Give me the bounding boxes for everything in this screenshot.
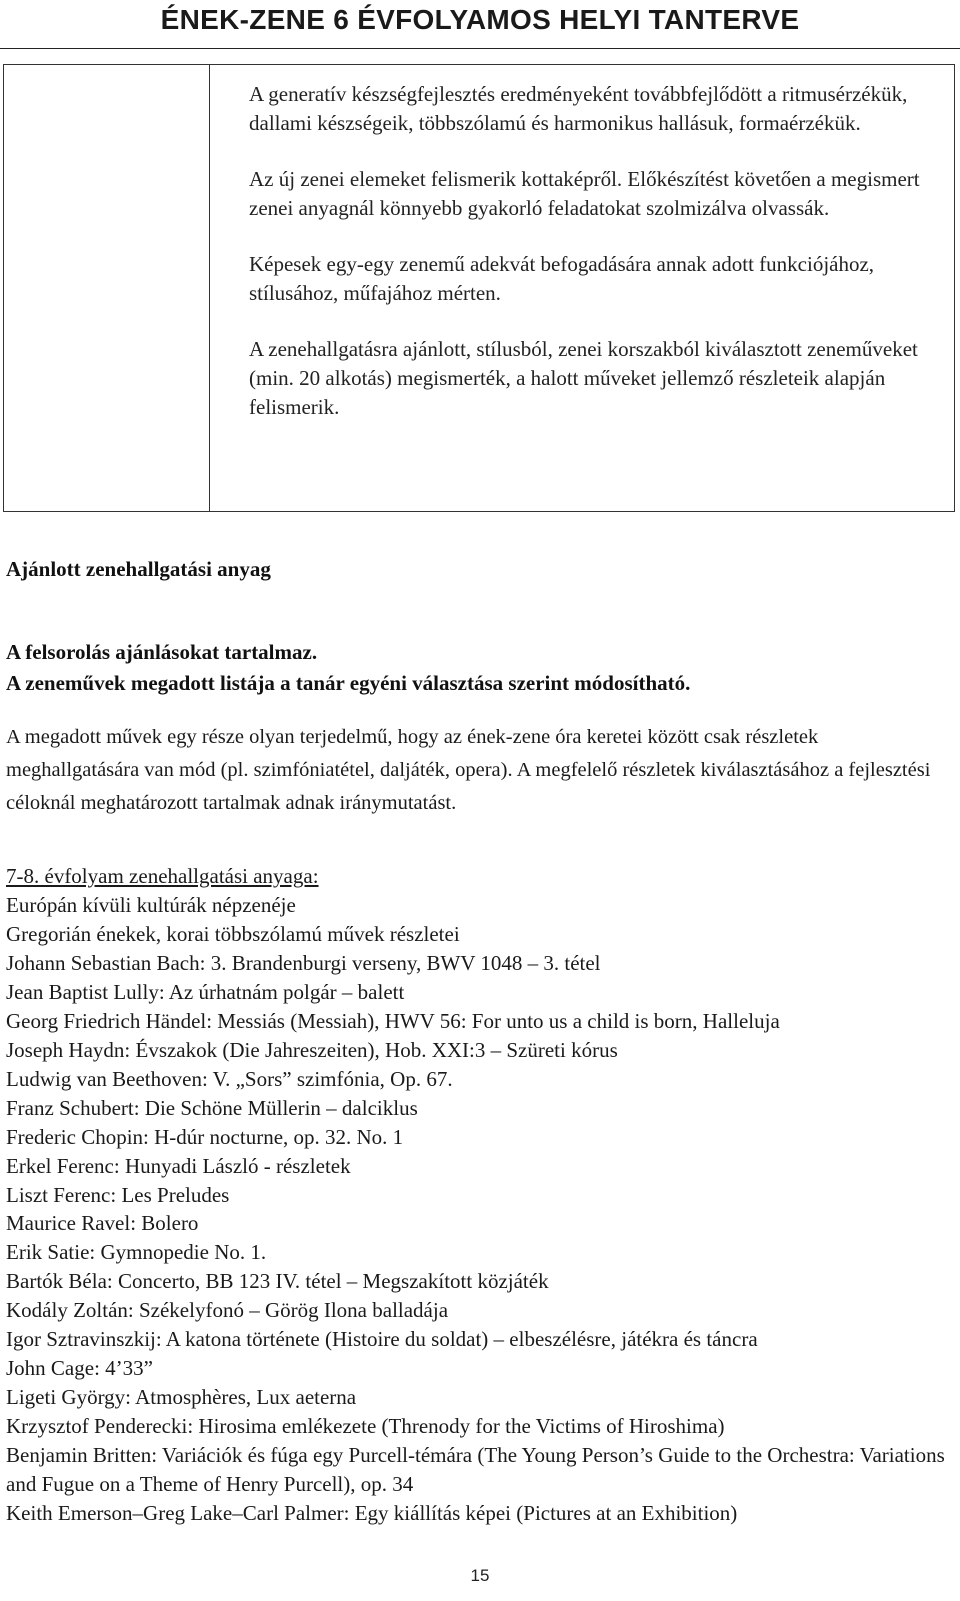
list-item: Bartók Béla: Concerto, BB 123 IV. tétel – Megszakított közjáték (6, 1269, 549, 1294)
outcomes-table (3, 64, 955, 512)
list-item: Benjamin Britten: Variációk és fúga egy Purcell-témára (The Young Person’s Guide to the Orchestra: Variations and Fugue on a Theme of Henry Purcell), op. 34 (6, 1443, 945, 1497)
list-item: Joseph Haydn: Évszakok (Die Jahreszeiten), Hob. XXI:3 – Szüreti kórus (6, 1037, 618, 1062)
list-item: Franz Schubert: Die Schöne Müllerin – dalciklus (6, 1095, 418, 1120)
outcome-paragraph: Az új zenei elemeket felismerik kottaképről. Előkészítést követően a megismert zenei anyagnál könnyebb gyakorló feladatokat szolmizálva olvassák. (249, 167, 920, 220)
list-item: John Cage: 4’33” (6, 1356, 153, 1381)
outcome-paragraph: A zenehallgatásra ajánlott, stílusból, zenei korszakból kiválasztott zeneműveket (min. 20 alkotás) megismerték, a halott műveket jellemző részleteik alapján felismerik. (249, 337, 918, 419)
list-item: Gregorián énekek, korai többszólamú művek részletei (6, 921, 460, 946)
grade-list-title: 7-8. évfolyam zenehallgatási anyaga: (6, 864, 319, 888)
list-item: Kodály Zoltán: Székelyfonó – Görög Ilona balladája (6, 1298, 449, 1323)
list-item: Igor Sztravinszkij: A katona története (Histoire du soldat) – elbeszélésre, játékra és táncra (6, 1327, 758, 1352)
list-item: Erik Satie: Gymnopedie No. 1. (6, 1240, 267, 1265)
list-item: Ludwig van Beethoven: V. „Sors” szimfónia, Op. 67. (6, 1066, 453, 1091)
list-item: Johann Sebastian Bach: 3. Brandenburgi verseny, BWV 1048 – 3. tétel (6, 950, 601, 975)
list-item: Európán kívüli kultúrák népzenéje (6, 893, 296, 917)
outcome-paragraph: A generatív készségfejlesztés eredményeként továbbfejlődött a ritmusérzékük, dallami készségeik, többszólamú és harmonikus hallásuk, formaérzékük. (249, 82, 908, 135)
list-item: Ligeti György: Atmosphères, Lux aeterna (6, 1385, 357, 1410)
list-item: Georg Friedrich Händel: Messiás (Messiah), HWV 56: For unto us a child is born, Halleluja (6, 1008, 780, 1033)
table-column-divider (209, 65, 210, 511)
list-item: Erkel Ferenc: Hunyadi László - részletek (6, 1153, 351, 1178)
section-description: A megadott művek egy része olyan terjedelmű, hogy az ének-zene óra keretei között csak részletek meghallgatására van mód (pl. szimfóniatétel, daljáték, opera). A megfelelő részletek kiválasztásához a fejlesztési céloknál meghatározott tartalmak adnak iránymutatást. (6, 726, 931, 814)
document-header-title: ÉNEK-ZENE 6 ÉVFOLYAMOS HELYI TANTERVE (160, 4, 800, 35)
list-item: Krzysztof Penderecki: Hirosima emlékezete (Threnody for the Victims of Hiroshima) (6, 1414, 725, 1439)
list-item: Jean Baptist Lully: Az úrhatnám polgár – balett (6, 979, 405, 1004)
works-list (6, 891, 954, 1528)
list-item: Liszt Ferenc: Les Preludes (6, 1182, 230, 1207)
page-number: 15 (470, 1566, 490, 1585)
header-divider (0, 48, 960, 49)
section-title: Ajánlott zenehallgatási anyag (6, 557, 271, 581)
recommendation-note: A felsorolás ajánlásokat tartalmaz. (6, 640, 318, 664)
outcome-paragraph: Képesek egy-egy zenemű adekvát befogadására annak adott funkciójához, stílusához, műfajához mérten. (249, 252, 875, 305)
list-item: Frederic Chopin: H-dúr nocturne, op. 32. No. 1 (6, 1124, 404, 1149)
outcomes-cell (249, 80, 954, 422)
modification-note: A zeneművek megadott listája a tanár egyéni választása szerint módosítható. (6, 671, 691, 695)
list-item: Maurice Ravel: Bolero (6, 1211, 199, 1236)
list-item: Keith Emerson–Greg Lake–Carl Palmer: Egy kiállítás képei (Pictures at an Exhibition) (6, 1501, 738, 1526)
